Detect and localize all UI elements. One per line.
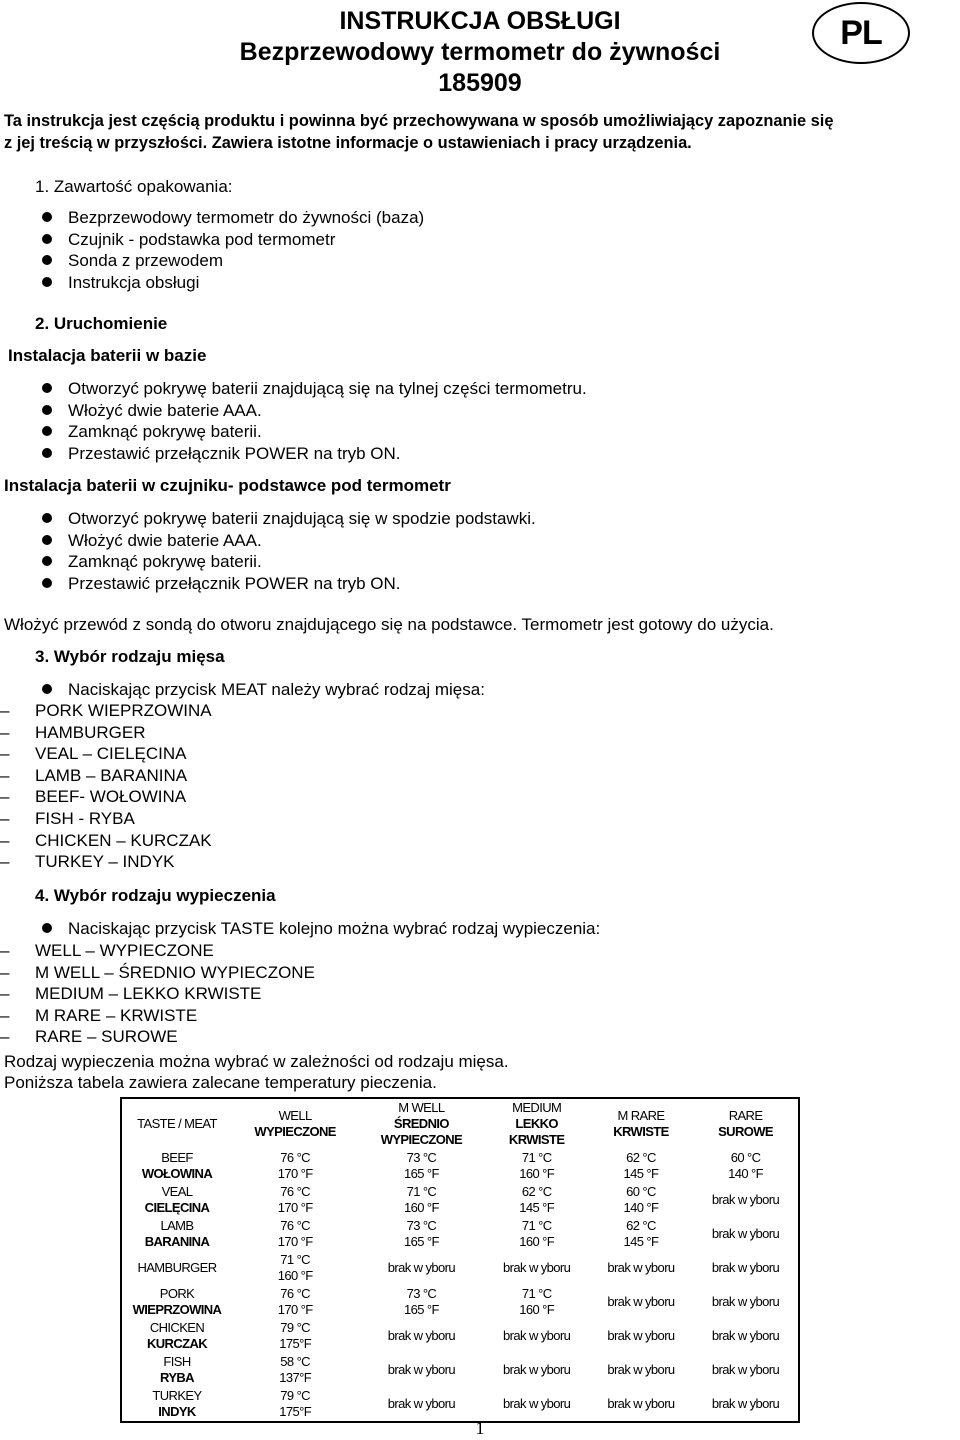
table-header-cell: RARE SUROWE xyxy=(718,1108,773,1139)
sensor-battery-steps xyxy=(0,508,940,594)
list-item: Naciskając przycisk TASTE kolejno można wybrać rodzaj wypieczenia: xyxy=(0,918,940,940)
temperature-cell: 71 °C 160 °F xyxy=(403,1184,439,1215)
intro-line-2: z jej treścią w przyszłości. Zawiera istotne informacje o ustawieniach i pracy urządzenia. xyxy=(4,134,692,152)
list-item: Przestawić przełącznik POWER na tryb ON. xyxy=(0,443,940,465)
list-item: – PORK WIEPRZOWINA xyxy=(0,700,940,722)
temperature-cell: 76 °C 170 °F xyxy=(277,1184,313,1215)
list-item: Instrukcja obsługi xyxy=(0,272,940,294)
temperature-cell: brak w yboru xyxy=(607,1362,675,1377)
section-2-heading: 2. Uruchomienie xyxy=(35,314,168,333)
meat-cell: PORK WIEPRZOWINA xyxy=(132,1286,222,1317)
base-battery-steps xyxy=(0,378,940,464)
temperature-cell: 62 °C 145 °F xyxy=(623,1218,659,1249)
title-line-2: Bezprzewodowy termometr do żywności xyxy=(239,38,721,66)
list-item: Włożyć dwie baterie AAA. xyxy=(0,530,940,552)
table-header-row xyxy=(121,1098,799,1149)
list-item: – RARE – SUROWE xyxy=(0,1026,940,1048)
temperature-cell: 62 °C 145 °F xyxy=(623,1150,659,1181)
table-row xyxy=(121,1387,799,1422)
meat-cell: HAMBURGER xyxy=(137,1260,217,1275)
temperature-cell: 73 °C 165 °F xyxy=(403,1218,439,1249)
section-1-heading: 1. Zawartość opakowania: xyxy=(35,177,233,196)
temperature-cell: brak w yboru xyxy=(387,1362,456,1377)
list-item: Otworzyć pokrywę baterii znajdującą się na tylnej części termometru. xyxy=(0,378,940,400)
temperature-cell: 60 °C 140 °F xyxy=(623,1184,659,1215)
list-item: – M RARE – KRWISTE xyxy=(0,1005,940,1027)
temperature-cell: 71 °C 160 °F xyxy=(519,1286,555,1317)
temperature-cell: 71 °C 160 °F xyxy=(277,1252,313,1283)
list-item: Zamknąć pokrywę baterii. xyxy=(0,551,940,573)
table-row xyxy=(121,1319,799,1353)
temperature-cell: 79 °C 175°F xyxy=(279,1320,312,1351)
temperature-cell: brak w yboru xyxy=(503,1362,571,1377)
list-item: Naciskając przycisk MEAT należy wybrać rodzaj mięsa: xyxy=(0,679,940,701)
temperature-cell: brak w yboru xyxy=(711,1328,780,1343)
temperature-cell: brak w yboru xyxy=(711,1362,780,1377)
list-item: Bezprzewodowy termometr do żywności (baza) xyxy=(0,207,940,229)
intro-line-1: Ta instrukcja jest częścią produktu i powinna być przechowywana w sposób umożliwiający zapoznanie się xyxy=(4,112,834,130)
table-row xyxy=(121,1285,799,1319)
doneness-list xyxy=(0,940,940,1048)
temperature-cell: 76 °C 170 °F xyxy=(277,1150,313,1181)
table-header-cell: WELL WYPIECZONE xyxy=(254,1108,336,1139)
section-4-heading: 4. Wybór rodzaju wypieczenia xyxy=(35,886,276,905)
temperature-cell: brak w yboru xyxy=(607,1328,675,1343)
list-item: Przestawić przełącznik POWER na tryb ON. xyxy=(0,573,940,595)
sensor-battery-heading: Instalacja baterii w czujniku- podstawce pod termometr xyxy=(4,476,451,495)
section-3-heading: 3. Wybór rodzaju mięsa xyxy=(35,647,225,666)
list-item: – VEAL – CIELĘCINA xyxy=(0,743,940,765)
probe-note: Włożyć przewód z sondą do otworu znajdującego się na podstawce. Termometr jest gotowy do użycia. xyxy=(4,615,774,634)
temperature-cell: 60 °C 140 °F xyxy=(728,1150,763,1181)
doneness-note: Rodzaj wypieczenia można wybrać w zależności od rodzaju mięsa. xyxy=(4,1052,509,1071)
model-number: 185909 xyxy=(438,69,522,97)
list-item: – WELL – WYPIECZONE xyxy=(0,940,940,962)
intro-paragraph xyxy=(4,110,960,154)
temperature-cell: brak w yboru xyxy=(503,1328,571,1343)
temperature-cell: brak w yboru xyxy=(387,1260,456,1275)
list-item: Otworzyć pokrywę baterii znajdującą się w spodzie podstawki. xyxy=(0,508,940,530)
table-header-cell: M RARE KRWISTE xyxy=(613,1108,669,1139)
page-number: 1 xyxy=(475,1418,485,1438)
temperature-cell: brak w yboru xyxy=(387,1328,456,1343)
temperature-cell: 76 °C 170 °F xyxy=(277,1286,313,1317)
temperature-cell: brak w yboru xyxy=(711,1226,780,1241)
temperature-cell: 71 °C 160 °F xyxy=(519,1218,555,1249)
meat-cell: FISH RYBA xyxy=(160,1354,194,1385)
temperature-cell: brak w yboru xyxy=(711,1192,780,1207)
meat-cell: CHICKEN KURCZAK xyxy=(146,1320,208,1351)
temperature-cell: 79 °C 175°F xyxy=(279,1388,312,1419)
language-badge: PL xyxy=(812,2,910,64)
list-item: Czujnik - podstawka pod termometr xyxy=(0,229,940,251)
package-contents-list xyxy=(0,207,940,293)
temperature-cell: brak w yboru xyxy=(607,1294,675,1309)
table-row xyxy=(121,1353,799,1387)
list-item: – FISH - RYBA xyxy=(0,808,940,830)
temperature-cell: brak w yboru xyxy=(711,1396,780,1411)
meat-cell: LAMB BARANINA xyxy=(144,1218,210,1249)
table-row xyxy=(121,1217,799,1251)
table-intro-note: Poniższa tabela zawiera zalecane temperatury pieczenia. xyxy=(4,1073,437,1092)
temperature-cell: brak w yboru xyxy=(387,1396,456,1411)
base-battery-heading: Instalacja baterii w bazie xyxy=(8,346,207,365)
meat-cell: VEAL CIELĘCINA xyxy=(144,1184,210,1215)
meat-cell: TURKEY INDYK xyxy=(152,1388,202,1419)
temperature-cell: brak w yboru xyxy=(503,1260,571,1275)
list-item: Włożyć dwie baterie AAA. xyxy=(0,400,940,422)
temperature-cell: 73 °C 165 °F xyxy=(403,1286,439,1317)
temperature-cell: 73 °C 165 °F xyxy=(403,1150,439,1181)
list-item: – MEDIUM – LEKKO KRWISTE xyxy=(0,983,940,1005)
title-line-1: INSTRUKCJA OBSŁUGI xyxy=(339,7,621,35)
temperature-table xyxy=(120,1097,800,1423)
temperature-cell: brak w yboru xyxy=(503,1396,571,1411)
list-item: Sonda z przewodem xyxy=(0,250,940,272)
temperature-cell: 62 °C 145 °F xyxy=(519,1184,555,1215)
taste-instruction xyxy=(0,918,940,940)
temperature-cell: brak w yboru xyxy=(607,1396,675,1411)
list-item: – LAMB – BARANINA xyxy=(0,765,940,787)
temperature-cell: 58 °C 137°F xyxy=(279,1354,312,1385)
list-item: Zamknąć pokrywę baterii. xyxy=(0,421,940,443)
temperature-cell: brak w yboru xyxy=(607,1260,675,1275)
table-header-cell: MEDIUM LEKKO KRWISTE xyxy=(508,1100,565,1147)
temperature-cell: 76 °C 170 °F xyxy=(277,1218,313,1249)
table-corner-cell: TASTE / MEAT xyxy=(137,1116,217,1131)
table-row xyxy=(121,1183,799,1217)
temperature-cell: brak w yboru xyxy=(711,1294,780,1309)
meat-instruction xyxy=(0,679,940,701)
list-item: – BEEF- WOŁOWINA xyxy=(0,786,940,808)
meat-types-list xyxy=(0,700,940,873)
table-row xyxy=(121,1251,799,1285)
temperature-cell: brak w yboru xyxy=(711,1260,780,1275)
list-item: – HAMBURGER xyxy=(0,722,940,744)
list-item: – TURKEY – INDYK xyxy=(0,851,940,873)
list-item: – CHICKEN – KURCZAK xyxy=(0,830,940,852)
list-item: – M WELL – ŚREDNIO WYPIECZONE xyxy=(0,962,940,984)
temperature-cell: 71 °C 160 °F xyxy=(519,1150,555,1181)
table-header-cell: M WELL ŚREDNIO WYPIECZONE xyxy=(380,1100,463,1147)
table-row xyxy=(121,1149,799,1183)
meat-cell: BEEF WOŁOWINA xyxy=(141,1150,213,1181)
